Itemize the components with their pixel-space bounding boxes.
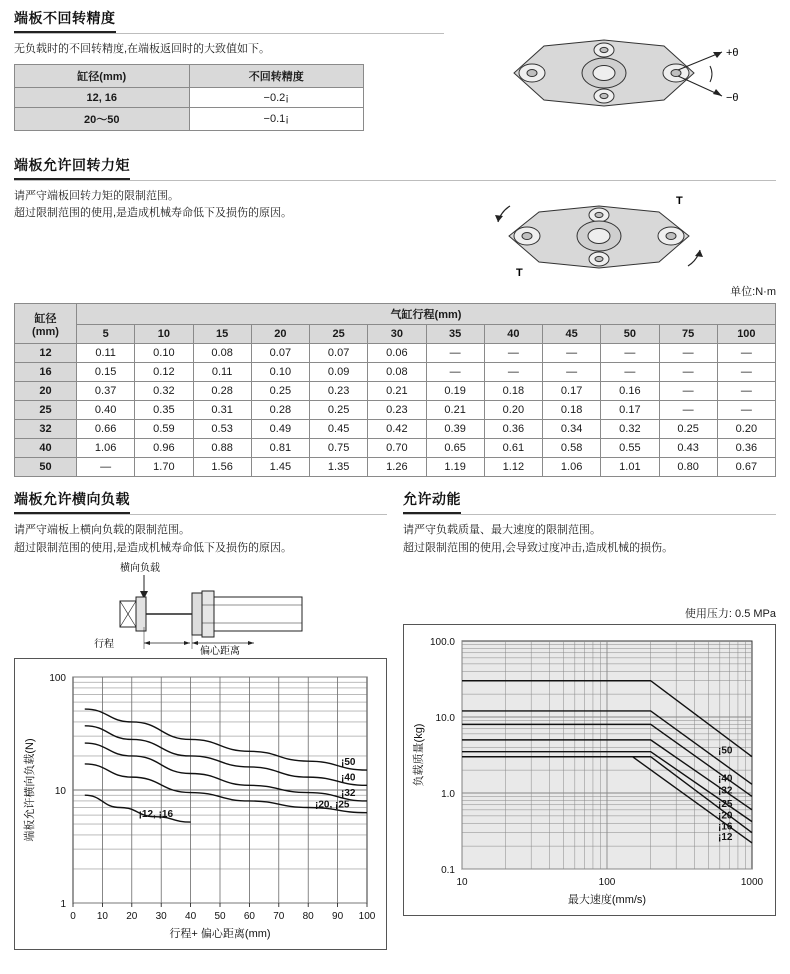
- page-title-lateral-load: 端板允许横向负载: [14, 489, 130, 514]
- cell-accuracy: −0.1¡: [189, 108, 364, 131]
- section-kinetic: [403, 489, 776, 950]
- nonrotation-diagram-svg: [454, 8, 754, 133]
- cell-torque-value: 0.21: [368, 382, 426, 401]
- cell-torque-value: —: [717, 344, 775, 363]
- cell-bore: 20～50: [15, 108, 190, 131]
- table-row: [15, 108, 364, 131]
- tick-label-y: 10: [54, 786, 66, 798]
- col-header-stroke: 25: [310, 325, 368, 344]
- tick-label-x: 10: [456, 877, 468, 889]
- cell-torque-value: 1.35: [310, 458, 368, 477]
- tick-label-x: 100: [598, 877, 616, 889]
- charts-row: [14, 489, 776, 950]
- cell-torque-value: 0.18: [484, 382, 542, 401]
- tick-label-x: 10: [96, 911, 108, 923]
- col-header-stroke: 100: [717, 325, 775, 344]
- cell-torque-value: 0.11: [193, 363, 251, 382]
- cell-torque-value: —: [426, 344, 484, 363]
- cell-torque-value: 0.07: [251, 344, 309, 363]
- tick-label-x: 90: [332, 911, 344, 923]
- torque-unit-label: 单位:N·m: [730, 286, 776, 298]
- cell-torque-value: 0.10: [251, 363, 309, 382]
- cell-bore: 40: [15, 439, 77, 458]
- table-header-row-strokes: [15, 325, 776, 344]
- cell-torque-value: —: [426, 363, 484, 382]
- table-torque: [14, 303, 776, 477]
- label-torque-t1: T: [676, 195, 683, 207]
- table-row: [15, 344, 776, 363]
- col-header-stroke: 45: [543, 325, 601, 344]
- table-body: [15, 344, 776, 477]
- cell-bore: 32: [15, 420, 77, 439]
- cell-torque-value: —: [601, 344, 659, 363]
- tick-label-x: 30: [155, 911, 167, 923]
- cell-torque-value: 0.08: [193, 344, 251, 363]
- cell-torque-value: 0.25: [659, 420, 717, 439]
- cell-torque-value: —: [659, 401, 717, 420]
- cell-torque-value: 0.49: [251, 420, 309, 439]
- cell-torque-value: 0.16: [601, 382, 659, 401]
- cell-torque-value: 0.39: [426, 420, 484, 439]
- cell-torque-value: 0.34: [543, 420, 601, 439]
- lateral-load-chart-svg: [15, 659, 381, 949]
- tick-label-x: 60: [243, 911, 255, 923]
- cell-torque-value: 1.12: [484, 458, 542, 477]
- section-lateral-load: [14, 489, 387, 950]
- cell-torque-value: 0.40: [77, 401, 135, 420]
- cell-torque-value: 0.20: [717, 420, 775, 439]
- cell-torque-value: 0.70: [368, 439, 426, 458]
- cell-bore: 20: [15, 382, 77, 401]
- cell-torque-value: 1.70: [135, 458, 193, 477]
- cell-bore: 50: [15, 458, 77, 477]
- tick-label-y: 1: [60, 899, 66, 911]
- cell-bore: 12, 16: [15, 88, 190, 108]
- cell-accuracy: −0.2¡: [189, 88, 364, 108]
- tick-label-x: 50: [214, 911, 226, 923]
- cell-torque-value: 0.59: [135, 420, 193, 439]
- label-minus-theta: −θ: [726, 92, 739, 104]
- cell-torque-value: —: [543, 363, 601, 382]
- cell-torque-value: 0.67: [717, 458, 775, 477]
- cell-torque-value: —: [659, 363, 717, 382]
- cell-torque-value: 1.56: [193, 458, 251, 477]
- cell-bore: 25: [15, 401, 77, 420]
- section-torque: [14, 155, 776, 477]
- label-plus-theta: +θ: [726, 47, 739, 59]
- col-header-stroke: 35: [426, 325, 484, 344]
- cell-torque-value: 0.36: [717, 439, 775, 458]
- tick-label-y: 100.0: [429, 637, 455, 649]
- cell-torque-value: 0.28: [193, 382, 251, 401]
- cell-torque-value: 0.20: [484, 401, 542, 420]
- series-label: ¡12, ¡16: [138, 809, 174, 821]
- figure-nonrotation-diagram: [454, 8, 754, 133]
- cell-torque-value: —: [717, 401, 775, 420]
- cell-torque-value: 0.37: [77, 382, 135, 401]
- tick-label-x: 100: [358, 911, 376, 923]
- cell-torque-value: 1.19: [426, 458, 484, 477]
- col-header-stroke: 30: [368, 325, 426, 344]
- col-header-bore: [15, 304, 77, 344]
- cell-torque-value: 0.17: [543, 382, 601, 401]
- page-title-torque: 端板允许回转力矩: [14, 155, 130, 180]
- cell-torque-value: —: [77, 458, 135, 477]
- series-label: ¡20: [718, 810, 733, 822]
- tick-label-y: 1.0: [441, 789, 455, 801]
- cell-torque-value: 0.06: [368, 344, 426, 363]
- cell-torque-value: 0.21: [426, 401, 484, 420]
- section-nonrotation: [14, 8, 776, 133]
- label-lateral-load: 横向负载: [120, 563, 160, 575]
- nonrotation-note: 无负载时的不回转精度,在端板返回时的大致值如下。: [14, 43, 271, 55]
- tick-label-y: 100: [49, 673, 66, 685]
- table-row: [15, 458, 776, 477]
- table-row: [15, 439, 776, 458]
- axis-label-y: 端板允许横向负载(N): [24, 738, 36, 842]
- col-header-stroke: 5: [77, 325, 135, 344]
- cell-torque-value: 0.09: [310, 363, 368, 382]
- section-title-wrap-torque: [14, 155, 776, 181]
- torque-note-2: 超过限制范围的使用,是造成机械寿命低下及损伤的原因。: [14, 207, 293, 220]
- cell-torque-value: 0.43: [659, 439, 717, 458]
- cell-torque-value: 0.58: [543, 439, 601, 458]
- table-header-row: [15, 65, 364, 88]
- col-header-bore: 缸径(mm): [15, 65, 190, 88]
- cell-torque-value: 1.06: [543, 458, 601, 477]
- cell-torque-value: 0.23: [368, 401, 426, 420]
- series-label: ¡40: [718, 773, 733, 785]
- lateral-note-2: 超过限制范围的使用,是造成机械寿命低下及损伤的原因。: [14, 541, 293, 554]
- table-row: [15, 401, 776, 420]
- col-header-stroke: 15: [193, 325, 251, 344]
- label-stroke: 行程: [94, 639, 114, 651]
- table-header-row-group: [15, 304, 776, 325]
- tick-label-x: 40: [185, 911, 197, 923]
- cell-torque-value: 0.07: [310, 344, 368, 363]
- label-offset: 偏心距离: [200, 646, 240, 657]
- cell-torque-value: 0.61: [484, 439, 542, 458]
- figure-lateral-load-diagram: [74, 561, 387, 656]
- series-label: ¡12: [718, 832, 733, 844]
- cell-torque-value: 0.75: [310, 439, 368, 458]
- kinetic-energy-chart-svg: [404, 625, 770, 915]
- kinetic-energy-chart: [403, 624, 776, 916]
- lateral-load-chart: [14, 658, 387, 950]
- series-label: ¡20, ¡25: [315, 799, 350, 811]
- section-title-wrap-lateral: [14, 489, 387, 515]
- cell-bore: 12: [15, 344, 77, 363]
- cell-torque-value: 0.32: [601, 420, 659, 439]
- series-label: ¡32: [718, 785, 733, 797]
- table-row: [15, 363, 776, 382]
- cell-torque-value: 0.11: [77, 344, 135, 363]
- lateral-note-1: 请严守端板上横向负载的限制范围。: [14, 524, 190, 536]
- tick-label-x: 0: [70, 911, 76, 923]
- kinetic-note-1: 请严守负载质量、最大速度的限制范围。: [403, 524, 601, 536]
- cell-torque-value: 0.45: [310, 420, 368, 439]
- col-header-stroke-group: 气缸行程(mm): [77, 304, 776, 325]
- axis-label-y: 负载质量(kg): [413, 723, 425, 787]
- series-label: ¡25: [718, 799, 733, 811]
- axis-label-x: 最大速度(mm/s): [567, 894, 647, 907]
- cell-torque-value: 0.10: [135, 344, 193, 363]
- section-title-wrap-kinetic: [403, 489, 776, 515]
- cell-torque-value: 0.08: [368, 363, 426, 382]
- cell-torque-value: 1.06: [77, 439, 135, 458]
- cell-torque-value: 0.88: [193, 439, 251, 458]
- table-row: [15, 88, 364, 108]
- cell-torque-value: 0.18: [543, 401, 601, 420]
- corner-label-line2: (mm): [32, 325, 59, 338]
- cell-torque-value: 0.35: [135, 401, 193, 420]
- cell-bore: 16: [15, 363, 77, 382]
- cell-torque-value: —: [659, 382, 717, 401]
- tick-label-x: 20: [126, 911, 138, 923]
- cell-torque-value: 0.65: [426, 439, 484, 458]
- cell-torque-value: —: [484, 363, 542, 382]
- cell-torque-value: 0.25: [251, 382, 309, 401]
- torque-diagram-svg: [454, 188, 754, 283]
- cell-torque-value: 1.01: [601, 458, 659, 477]
- cell-torque-value: 0.17: [601, 401, 659, 420]
- col-header-stroke: 75: [659, 325, 717, 344]
- tick-label-x: 80: [302, 911, 314, 923]
- col-header-stroke: 10: [135, 325, 193, 344]
- tick-label-x: 70: [273, 911, 285, 923]
- cell-torque-value: 0.15: [77, 363, 135, 382]
- cell-torque-value: 0.19: [426, 382, 484, 401]
- cell-torque-value: 0.42: [368, 420, 426, 439]
- tick-label-y: 0.1: [441, 865, 455, 877]
- cell-torque-value: —: [484, 344, 542, 363]
- torque-note-1: 请严守端板回转力矩的限制范围。: [14, 190, 179, 202]
- cell-torque-value: 1.45: [251, 458, 309, 477]
- label-torque-t2: T: [516, 267, 523, 279]
- figure-torque-diagram: [454, 188, 754, 283]
- series-label: ¡16: [718, 821, 733, 833]
- cell-torque-value: 0.25: [310, 401, 368, 420]
- section-title-wrap: [14, 8, 444, 34]
- corner-label-line1: 缸径: [34, 312, 57, 325]
- cell-torque-value: 0.36: [484, 420, 542, 439]
- axis-label-x: 行程+ 偏心距离(mm): [169, 928, 271, 941]
- cell-torque-value: —: [717, 363, 775, 382]
- series-label: ¡50: [718, 745, 733, 757]
- cell-torque-value: 0.53: [193, 420, 251, 439]
- tick-label-x: 1000: [740, 877, 764, 889]
- cell-torque-value: —: [717, 382, 775, 401]
- cell-torque-value: —: [543, 344, 601, 363]
- page-title-kinetic: 允许动能: [403, 489, 461, 514]
- lateral-diagram-svg: [74, 561, 334, 656]
- cell-torque-value: 0.12: [135, 363, 193, 382]
- cell-torque-value: —: [601, 363, 659, 382]
- series-label: ¡50: [341, 757, 356, 769]
- series-label: ¡40: [341, 772, 356, 784]
- col-header-stroke: 20: [251, 325, 309, 344]
- table-nonrotation: [14, 64, 364, 131]
- col-header-stroke: 40: [484, 325, 542, 344]
- cell-torque-value: 0.55: [601, 439, 659, 458]
- tick-label-y: 10.0: [435, 713, 455, 725]
- cell-torque-value: 0.81: [251, 439, 309, 458]
- table-row: [15, 420, 776, 439]
- cell-torque-value: 0.23: [310, 382, 368, 401]
- cell-torque-value: —: [659, 344, 717, 363]
- page-title-nonrotation: 端板不回转精度: [14, 8, 116, 33]
- col-header-stroke: 50: [601, 325, 659, 344]
- cell-torque-value: 1.26: [368, 458, 426, 477]
- cell-torque-value: 0.28: [251, 401, 309, 420]
- cell-torque-value: 0.66: [77, 420, 135, 439]
- cell-torque-value: 0.80: [659, 458, 717, 477]
- table-row: [15, 382, 776, 401]
- pressure-note: 使用压力: 0.5 MPa: [684, 608, 776, 621]
- col-header-accuracy: 不回转精度: [189, 65, 364, 88]
- series-label: ¡32: [341, 788, 356, 800]
- cell-torque-value: 0.96: [135, 439, 193, 458]
- cell-torque-value: 0.32: [135, 382, 193, 401]
- kinetic-note-2: 超过限制范围的使用,会导致过度冲击,造成机械的损伤。: [403, 541, 674, 554]
- cell-torque-value: 0.31: [193, 401, 251, 420]
